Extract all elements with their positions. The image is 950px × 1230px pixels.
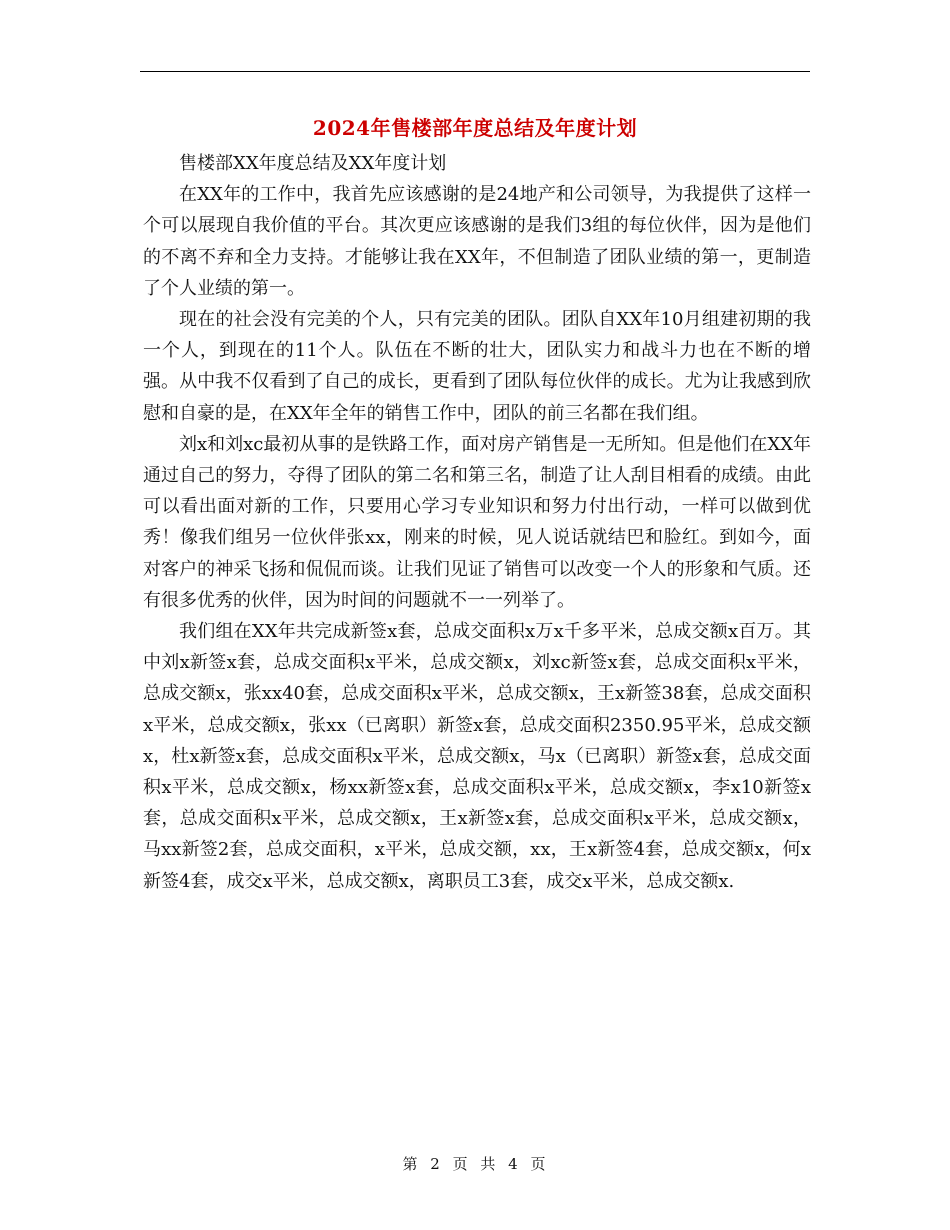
header-rule (140, 71, 810, 72)
paragraph-team: 现在的社会没有完美的个人，只有完美的团队。团队自XX年10月组建初期的我一个人，到现在的11个人。队伍在不断的壮大，团队实力和战斗力也在不断的增强。从中我不仅看到了自己的成长，更看到了团队每位伙伴的成长。尤为让我感到欣慰和自豪的是，在XX年全年的销售工作中，团队的前三名都在我们组。 (143, 309, 811, 424)
document-title: 2024年售楼部年度总结及年度计划 (312, 116, 638, 140)
paragraph-thanks: 在XX年的工作中，我首先应该感谢的是24地产和公司领导，为我提供了这样一个可以展现自我价值的平台。其次更应该感谢的是我们3组的每位伙伴，因为是他们的不离不弃和全力支持。才能够让我在XX年，不但制造了团队业绩的第一，更制造了个人业绩的第一。 (143, 184, 811, 299)
paragraph-sales-figures: 我们组在XX年共完成新签x套，总成交面积x万x千多平米，总成交额x百万。其中刘x新签x套，总成交面积x平米，总成交额x，刘xc新签x套，总成交面积x平米，总成交额x，张xx40套，总成交面积x平米，总成交额x，王x新签38套，总成交面积x平米，总成交额x，张xx（已离职）新签x套，总成交面积2350.95平米，总成交额x，杜x新签x套，总成交面积x平米，总成交额x，马x（已离职）新签x套，总成交面积x平米，总成交额x，杨xx新签x套，总成交面积x平米，总成交额x，李x10新签x套，总成交面积x平米，总成交额x，王x新签x套，总成交面积x平米，总成交额x，马xx新签2套，总成交面积，x平米，总成交额，xx，王x新签4套，总成交额x，何x新签4套，成交x平米，总成交额x，离职员工3套，成交x平米，总成交额x. (143, 621, 811, 892)
page-number-footer: 第 2 页 共 4 页 (402, 1155, 548, 1173)
paragraph-subtitle: 售楼部XX年度总结及XX年度计划 (179, 153, 447, 174)
document-body (143, 148, 811, 897)
paragraph-members: 刘x和刘xc最初从事的是铁路工作，面对房产销售是一无所知。但是他们在XX年通过自己的努力，夺得了团队的第二名和第三名，制造了让人刮目相看的成绩。由此可以看出面对新的工作，只要用心学习专业知识和努力付出行动，一样可以做到优秀！像我们组另一位伙伴张xx，刚来的时候，见人说话就结巴和脸红。到如今，面对客户的神采飞扬和侃侃而谈。让我们见证了销售可以改变一个人的形象和气质。还有很多优秀的伙伴，因为时间的问题就不一一列举了。 (143, 433, 812, 611)
